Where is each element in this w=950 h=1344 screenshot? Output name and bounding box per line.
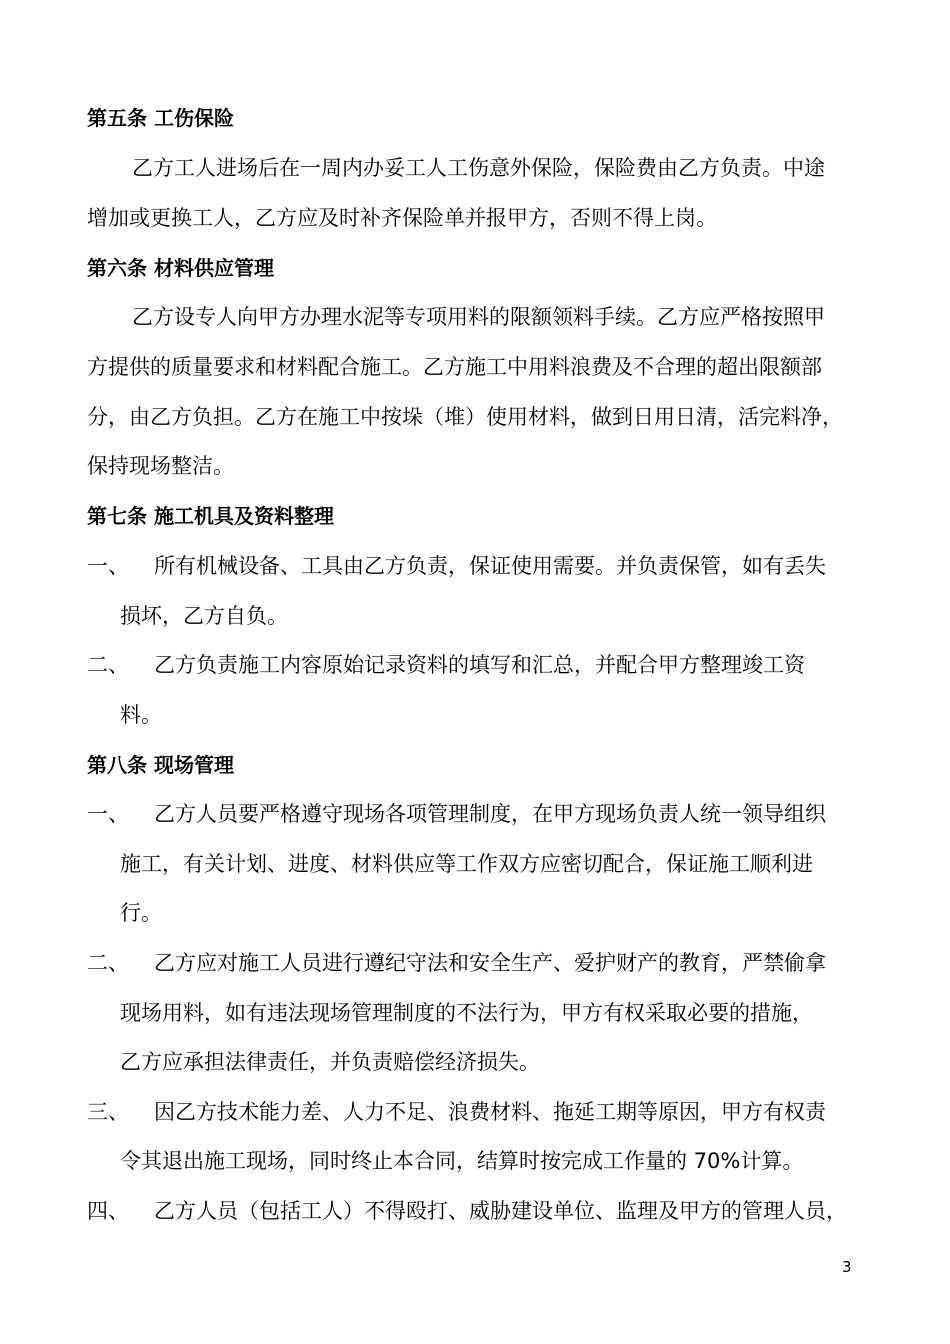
list-item-line: 乙方应承担法律责任，并负责赔偿经济损失。 [120,1050,540,1074]
page-number: 3 [842,1258,852,1276]
list-item-line: 现场用料，如有违法现场管理制度的不法行为，甲方有权采取必要的措施， [120,1001,813,1025]
list-item-line: 乙方负责施工内容原始记录资料的填写和汇总，并配合甲方整理竣工资 [154,653,805,677]
list-item-line: 所有机械设备、工具由乙方负责，保证使用需要。并负责保管，如有丢失 [154,554,826,578]
list-item-line: 乙方人员（包括工人）不得殴打、威胁建设单位、监理及甲方的管理人员， [154,1199,847,1223]
list-item-line: 损坏，乙方自负。 [120,604,288,628]
list-item-number: 三、 [87,1100,129,1124]
paragraph-line: 增加或更换工人，乙方应及时补齐保险单并报甲方，否则不得上岗。 [87,206,717,230]
list-item-number: 四、 [87,1199,129,1223]
list-item-line: 施工，有关计划、进度、材料供应等工作双方应密切配合，保证施工顺利进 [120,852,813,876]
list-item-line: 乙方应对施工人员进行遵纪守法和安全生产、爱护财产的教育，严禁偷拿 [154,951,826,975]
paragraph-line: 乙方工人进场后在一周内办妥工人工伤意外保险，保险费由乙方负责。中途 [132,156,825,180]
section-heading: 第八条 现场管理 [87,753,234,777]
list-item-line: 行。 [120,901,162,925]
list-item-line: 料。 [120,703,162,727]
list-item-number: 一、 [87,554,129,578]
section-heading: 第五条 工伤保险 [87,106,234,130]
section-heading: 第七条 施工机具及资料整理 [87,504,334,528]
list-item-number: 二、 [87,951,129,975]
paragraph-line: 保持现场整洁。 [87,454,234,478]
list-item-number: 一、 [87,802,129,826]
list-item-line: 乙方人员要严格遵守现场各项管理制度，在甲方现场负责人统一领导组织 [154,802,826,826]
list-item-line: 因乙方技术能力差、人力不足、浪费材料、拖延工期等原因，甲方有权责 [154,1100,826,1124]
paragraph-line: 方提供的质量要求和材料配合施工。乙方施工中用料浪费及不合理的超出限额部 [87,355,822,379]
list-item-line: 令其退出施工现场，同时终止本合同，结算时按完成工作量的 70%计算。 [120,1149,804,1173]
paragraph-line: 乙方设专人向甲方办理水泥等专项用料的限额领料手续。乙方应严格按照甲 [132,305,825,329]
section-heading: 第六条 材料供应管理 [87,256,274,280]
list-item-number: 二、 [87,653,129,677]
paragraph-line: 分，由乙方负担。乙方在施工中按垛（堆）使用材料，做到日用日清，活完料净， [87,405,843,429]
